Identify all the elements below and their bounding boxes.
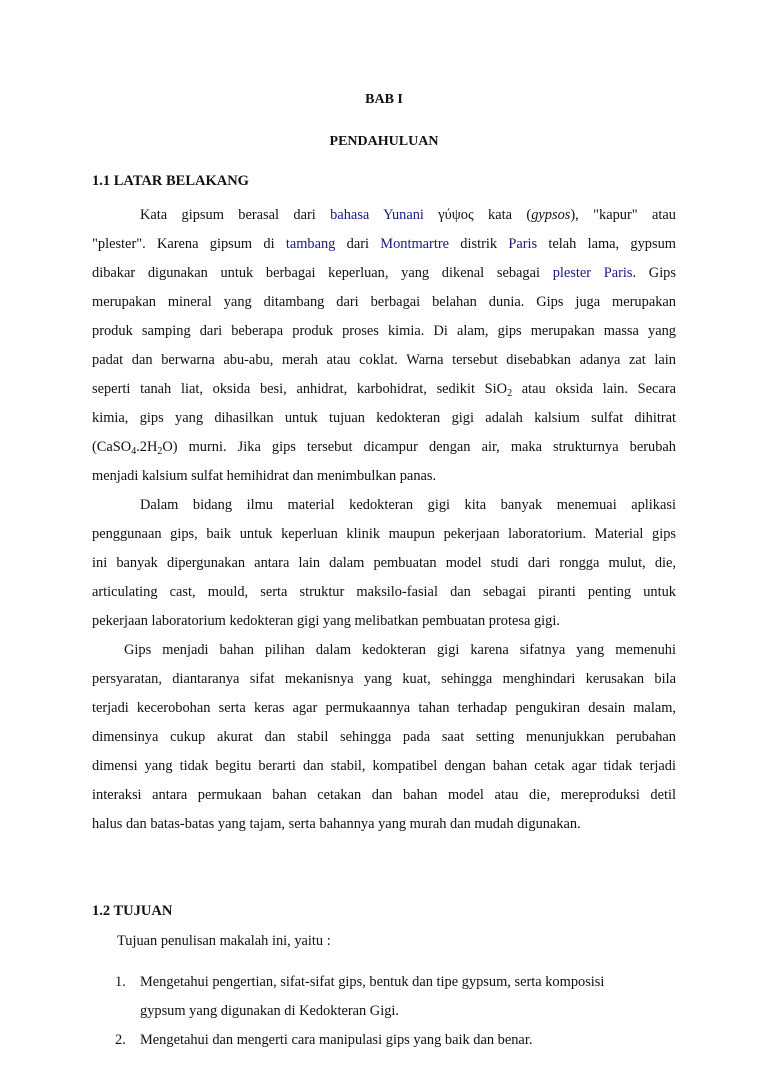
section-heading-latar-belakang: 1.1 LATAR BELAKANG	[92, 173, 249, 189]
link-tambang[interactable]: tambang	[285, 236, 336, 252]
paragraph-3-line: persyaratan, diantaranya sifat mekanisnya yang kuat, sehingga menghindari kerusakan bila	[92, 671, 676, 687]
chapter-number: BAB I	[365, 92, 403, 107]
paragraph-2-line: penggunaan gips, baik untuk keperluan klinik maupun pekerjaan laboratorium. Material gips	[92, 526, 676, 542]
link-montmartre[interactable]: Montmartre	[380, 236, 450, 252]
paragraph-2-line: Dalam bidang ilmu material kedokteran gigi kita banyak menemuai aplikasi	[140, 497, 676, 513]
list-item-continuation: gypsum yang digunakan di Kedokteran Gigi.	[140, 1003, 399, 1019]
paragraph-3-line: dimensinya cukup akurat dan stabil sehingga pada saat setting menunjukkan perubahan	[92, 729, 676, 745]
paragraph-1-line: menjadi kalsium sulfat hemihidrat dan menimbulkan panas.	[92, 468, 437, 484]
paragraph-1-line: Kata gipsum berasal dari bahasa Yunani γύψος kata (gypsos), "kapur" atau	[140, 207, 676, 223]
link-plester-paris[interactable]: plester Paris	[552, 265, 633, 281]
list-item: Mengetahui dan mengerti cara manipulasi gips yang baik dan benar.	[140, 1032, 533, 1048]
list-item-number: 2.	[115, 1032, 126, 1048]
link-bahasa-yunani[interactable]: bahasa Yunani	[330, 207, 424, 223]
paragraph-3-line: halus dan batas-batas yang tajam, serta bahannya yang murah dan mudah digunakan.	[92, 816, 581, 832]
tujuan-intro: Tujuan penulisan makalah ini, yaitu :	[117, 933, 331, 949]
list-item-number: 1.	[115, 974, 126, 990]
paragraph-1-line: $(CaSO_4.2H_2O)$ murni. Jika gips tersebut dicampur dengan air, maka strukturnya berubah	[92, 439, 676, 457]
paragraph-1-line: "plester". Karena gipsum di tambang dari Montmartre distrik Paris telah lama, gypsum	[92, 236, 676, 252]
paragraph-1-line: seperti tanah liat, oksida besi, anhidrat, karbohidrat, sedikit SiO$_2$ atau oksida lain. Secara	[92, 381, 677, 399]
paragraph-2-line: ini banyak dipergunakan antara lain dalam pembuatan model studi dari rongga mulut, die,	[92, 555, 676, 571]
section-heading-tujuan: 1.2 TUJUAN	[92, 903, 173, 919]
paragraph-1-line: padat dan berwarna abu-abu, merah atau coklat. Warna tersebut disebabkan adanya zat lain	[92, 352, 676, 368]
paragraph-3-line: dimensi yang tidak begitu berarti dan stabil, kompatibel dengan bahan cetak agar tidak terjadi	[92, 758, 676, 774]
paragraph-3-line: terjadi kecerobohan serta keras agar permukaannya tahan terhadap pengukiran desain malam,	[92, 700, 676, 716]
paragraph-1-line: merupakan mineral yang ditambang dari berbagai belahan dunia. Gips juga merupakan	[92, 294, 676, 310]
paragraph-3-line: Gips menjadi bahan pilihan dalam kedokteran gigi karena sifatnya yang memenuhi	[124, 642, 676, 658]
paragraph-2-line: pekerjaan laboratorium kedokteran gigi yang melibatkan pembuatan protesa gigi.	[92, 613, 560, 629]
paragraph-3-line: interaksi antara permukaan bahan cetakan dan bahan model atau die, mereproduksi detil	[92, 787, 676, 803]
paragraph-1-line: dibakar digunakan untuk berbagai keperluan, yang dikenal sebagai plester Paris. Gips	[92, 265, 676, 281]
paragraph-1-line: kimia, gips yang dihasilkan untuk tujuan kedokteran gigi adalah kalsium sulfat dihitrat	[92, 410, 676, 426]
list-item: Mengetahui pengertian, sifat-sifat gips, bentuk dan tipe gypsum, serta komposisi	[140, 974, 605, 990]
link-paris[interactable]: Paris	[508, 236, 538, 252]
paragraph-2-line: articulating cast, mould, serta struktur maksilo-fasial dan sebagai piranti penting untuk	[92, 584, 676, 600]
chapter-title: PENDAHULUAN	[329, 134, 439, 149]
paragraph-1-line: produk samping dari beberapa produk proses kimia. Di alam, gips merupakan massa yang	[92, 323, 676, 339]
